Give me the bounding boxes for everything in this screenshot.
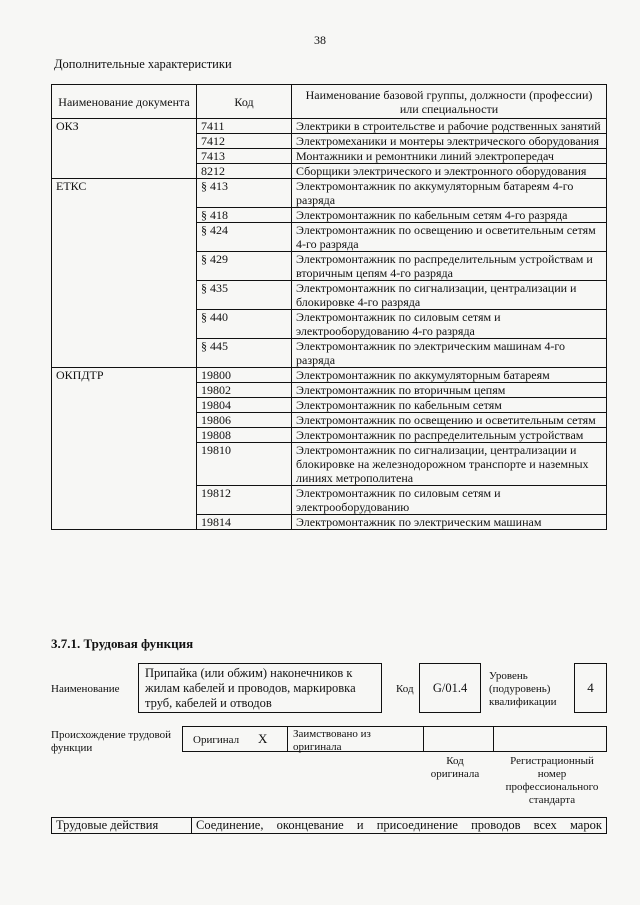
name-cell: Электромонтажник по вторичным цепям [292, 383, 607, 398]
name-cell: Электромонтажник по сигнализации, централизации и блокировке на железнодорожном транспорте и наземных линиях метрополитена [292, 443, 607, 486]
actions-first-line [196, 818, 602, 833]
function-code-box [419, 663, 481, 713]
level-label: Уровень (подуровень) квалификации [489, 670, 557, 708]
code-cell: 7411 [197, 119, 292, 134]
code-cell: 8212 [197, 164, 292, 179]
name-cell: Электромонтажник по аккумуляторным батареям [292, 368, 607, 383]
name-cell: Электромонтажник по электрическим машинам 4-го разряда [292, 339, 607, 368]
action-word: Соединение, [196, 818, 264, 832]
code-cell: 19810 [197, 443, 292, 486]
code-cell: § 429 [197, 252, 292, 281]
table-header-row [52, 85, 607, 119]
name-cell: Электромонтажник по освещению и осветительным сетям 4-го разряда [292, 223, 607, 252]
actions-table [51, 817, 607, 834]
header-name: Наименование базовой группы, должности (профессии) или специальности [292, 85, 607, 119]
origin-table [182, 726, 607, 752]
code-cell: 19808 [197, 428, 292, 443]
name-cell: Монтажники и ремонтники линий электропередач [292, 149, 607, 164]
table-row [52, 119, 607, 134]
code-cell: § 424 [197, 223, 292, 252]
code-label: Код [396, 683, 414, 695]
code-cell: 19802 [197, 383, 292, 398]
code-cell: § 413 [197, 179, 292, 208]
table-row [52, 179, 607, 208]
original-label: Оригинал [193, 734, 240, 746]
name-cell: Электромонтажник по кабельным сетям [292, 398, 607, 413]
action-word: проводов [471, 818, 521, 832]
action-word: присоединение [376, 818, 458, 832]
name-label: Наименование [51, 683, 120, 695]
code-cell: § 445 [197, 339, 292, 368]
doc-cell: ЕТКС [52, 179, 197, 368]
name-cell: Электромонтажник по силовым сетям и электрооборудованию [292, 486, 607, 515]
code-cell: 19814 [197, 515, 292, 530]
section-title: Дополнительные характеристики [54, 57, 232, 71]
action-word: оконцевание [276, 818, 344, 832]
origin-label: Происхождение трудовой функции [51, 729, 172, 754]
header-doc: Наименование документа [52, 85, 197, 119]
borrowed-label: Заимствовано из оригинала [293, 728, 371, 753]
code-cell: § 440 [197, 310, 292, 339]
doc-cell: ОКЗ [52, 119, 197, 179]
name-cell: Электромеханики и монтеры электрического оборудования [292, 134, 607, 149]
function-name-value: Припайка (или обжим) наконечников к жилам кабелей и проводов, маркировка труб, кабелей и отводов [145, 666, 356, 710]
reg-number-label: Регистрационный номер профессионального стандарта [505, 755, 599, 806]
orig-code-label: Код оригинала [430, 755, 480, 780]
name-cell: Электромонтажник по аккумуляторным батареям 4-го разряда [292, 179, 607, 208]
actions-text [192, 818, 607, 834]
action-word: и [356, 818, 364, 832]
name-cell: Электромонтажник по освещению и осветительным сетям [292, 413, 607, 428]
table-row [52, 368, 607, 383]
name-cell: Сборщики электрического и электронного оборудования [292, 164, 607, 179]
origin-divider-1 [287, 726, 288, 752]
name-cell: Электромонтажник по распределительным устройствам и вторичным цепям 4-го разряда [292, 252, 607, 281]
page-number: 38 [314, 33, 326, 47]
origin-divider-3 [493, 726, 494, 752]
original-mark: X [258, 731, 268, 746]
function-name-box [138, 663, 382, 713]
function-code-value: G/01.4 [432, 681, 468, 695]
characteristics-table [51, 84, 607, 530]
action-word: всех [533, 818, 557, 832]
name-cell: Электромонтажник по сигнализации, централизации и блокировке 4-го разряда [292, 281, 607, 310]
code-cell: 7413 [197, 149, 292, 164]
code-cell: § 435 [197, 281, 292, 310]
name-cell: Электромонтажник по кабельным сетям 4-го разряда [292, 208, 607, 223]
name-cell: Электромонтажник по распределительным устройствам [292, 428, 607, 443]
level-value: 4 [587, 680, 594, 695]
name-cell: Электрики в строительстве и рабочие родственных занятий [292, 119, 607, 134]
level-box [574, 663, 607, 713]
name-cell: Электромонтажник по электрическим машинам [292, 515, 607, 530]
origin-divider-2 [423, 726, 424, 752]
doc-cell: ОКПДТР [52, 368, 197, 530]
actions-label: Трудовые действия [52, 818, 192, 834]
code-cell: 19806 [197, 413, 292, 428]
code-cell: 7412 [197, 134, 292, 149]
name-cell: Электромонтажник по силовым сетям и электрооборудованию 4-го разряда [292, 310, 607, 339]
code-cell: 19800 [197, 368, 292, 383]
code-cell: 19804 [197, 398, 292, 413]
actions-row [52, 818, 607, 834]
function-heading: 3.7.1. Трудовая функция [51, 636, 194, 651]
header-code: Код [197, 85, 292, 119]
code-cell: § 418 [197, 208, 292, 223]
action-word: марок [569, 818, 602, 832]
code-cell: 19812 [197, 486, 292, 515]
